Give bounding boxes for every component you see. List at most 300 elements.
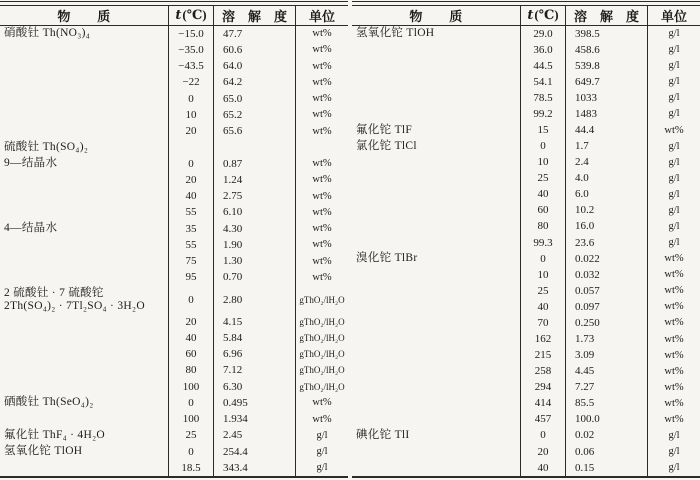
table-row	[0, 221, 348, 237]
temperature-unit-label: (℃)	[534, 7, 559, 22]
temperature-cell: −35.0	[168, 42, 213, 58]
unit-cell: g/l	[647, 186, 700, 202]
solubility-cell: 65.0	[213, 91, 295, 107]
unit-cell: wt%	[295, 156, 348, 172]
unit-cell: g/l	[647, 42, 700, 58]
temperature-cell: 70	[520, 315, 565, 331]
substance-cell	[0, 379, 168, 395]
unit-cell: g/l	[647, 74, 700, 90]
substance-cell	[352, 122, 520, 138]
table-row	[352, 42, 700, 58]
substance-cell	[352, 235, 520, 251]
table-row	[0, 460, 348, 476]
temperature-cell: 457	[520, 411, 565, 427]
table-row	[352, 235, 700, 251]
column-header-substance: 物 质	[57, 8, 111, 24]
temperature-cell: 35	[168, 221, 213, 237]
solubility-cell: 2.75	[213, 188, 295, 204]
temperature-cell: 162	[520, 331, 565, 347]
temperature-cell: 0	[168, 444, 213, 460]
substance-cell	[0, 91, 168, 107]
substance-name: 溴化铊 TlBr	[356, 252, 418, 265]
temperature-cell: 40	[520, 299, 565, 315]
table-row	[352, 106, 700, 122]
solubility-cell: 7.27	[565, 379, 647, 395]
table-row	[352, 444, 700, 460]
unit-cell: g/l	[647, 218, 700, 234]
substance-cell	[352, 26, 520, 42]
table-row	[352, 122, 700, 138]
substance-name: 硒酸钍 Th(SeO₄)₂	[4, 396, 94, 409]
solubility-cell: 0.06	[565, 444, 647, 460]
substance-cell	[352, 58, 520, 74]
solubility-cell: 5.84	[213, 330, 295, 346]
substance-cell	[0, 330, 168, 346]
solubility-cell: 0.495	[213, 395, 295, 411]
substance-cell	[352, 186, 520, 202]
substance-cell	[352, 218, 520, 234]
temperature-cell: 36.0	[520, 42, 565, 58]
temperature-cell	[168, 139, 213, 155]
unit-cell: g/l	[647, 444, 700, 460]
substance-cell	[352, 444, 520, 460]
table-row	[0, 123, 348, 139]
unit-cell: gThO₂/lH₂O	[295, 379, 348, 395]
solubility-cell: 4.30	[213, 221, 295, 237]
solubility-cell: 65.6	[213, 123, 295, 139]
unit-cell: gThO₂/lH₂O	[295, 286, 348, 314]
temperature-symbol: t	[527, 7, 534, 23]
solubility-cell: 6.30	[213, 379, 295, 395]
solubility-cell: 64.0	[213, 58, 295, 74]
substance-cell	[0, 107, 168, 123]
table-row	[352, 202, 700, 218]
unit-cell: gThO₂/lH₂O	[295, 314, 348, 330]
temperature-unit-label: (℃)	[182, 7, 207, 22]
temperature-cell: 258	[520, 363, 565, 379]
temperature-cell: 60	[168, 346, 213, 362]
solubility-cell: 44.4	[565, 122, 647, 138]
table-row	[352, 186, 700, 202]
substance-cell	[0, 42, 168, 58]
solubility-cell: 60.6	[213, 42, 295, 58]
table-row	[0, 91, 348, 107]
table-row	[0, 156, 348, 172]
solubility-cell	[213, 139, 295, 155]
temperature-cell: 95	[168, 269, 213, 285]
substance-cell	[352, 283, 520, 299]
substance-cell	[352, 106, 520, 122]
substance-name: 氟化铊 TlF	[356, 123, 413, 136]
unit-cell: wt%	[295, 269, 348, 285]
solubility-cell: 0.032	[565, 267, 647, 283]
substance-cell	[0, 26, 168, 42]
solubility-table-right	[352, 1, 700, 478]
substance-name: 硝酸钍 Th(NO₃)₄	[4, 27, 91, 40]
table-row	[352, 154, 700, 170]
table-body-right	[352, 26, 700, 477]
table-row	[352, 251, 700, 267]
substance-cell	[0, 188, 168, 204]
table-row	[0, 188, 348, 204]
temperature-cell: 0	[168, 395, 213, 411]
temperature-cell: 10	[520, 154, 565, 170]
solubility-cell: 2.4	[565, 154, 647, 170]
solubility-cell: 1.24	[213, 172, 295, 188]
solubility-cell: 3.09	[565, 347, 647, 363]
temperature-cell: 10	[168, 107, 213, 123]
substance-cell	[352, 90, 520, 106]
solubility-cell: 85.5	[565, 395, 647, 411]
temperature-cell: 75	[168, 253, 213, 269]
unit-cell: wt%	[295, 91, 348, 107]
unit-cell: g/l	[647, 58, 700, 74]
unit-cell: wt%	[647, 267, 700, 283]
unit-cell	[295, 139, 348, 155]
unit-cell: wt%	[295, 188, 348, 204]
unit-cell: gThO₂/lH₂O	[295, 330, 348, 346]
table-row	[0, 42, 348, 58]
unit-cell: wt%	[647, 363, 700, 379]
unit-cell: g/l	[647, 154, 700, 170]
solubility-cell: 1.73	[565, 331, 647, 347]
temperature-cell: 44.5	[520, 58, 565, 74]
solubility-cell: 649.7	[565, 74, 647, 90]
substance-cell	[352, 267, 520, 283]
table-row	[0, 237, 348, 253]
table-row	[0, 427, 348, 443]
temperature-cell: 414	[520, 395, 565, 411]
substance-cell	[0, 58, 168, 74]
unit-cell: wt%	[647, 251, 700, 267]
unit-cell: g/l	[647, 138, 700, 154]
unit-cell: wt%	[295, 58, 348, 74]
solubility-cell: 4.45	[565, 363, 647, 379]
substance-cell	[0, 172, 168, 188]
table-row	[0, 107, 348, 123]
substance-cell	[0, 427, 168, 443]
substance-name: 氟化钍 ThF₄ · 4H₂O	[4, 428, 106, 441]
table-row	[352, 460, 700, 476]
table-row	[0, 74, 348, 90]
temperature-cell: 10	[520, 267, 565, 283]
solubility-cell: 458.6	[565, 42, 647, 58]
substance-cell	[352, 170, 520, 186]
unit-cell: wt%	[647, 122, 700, 138]
solubility-cell: 0.057	[565, 283, 647, 299]
substance-name: 硫酸钍 Th(SO₄)₂	[4, 140, 89, 153]
unit-cell: g/l	[295, 444, 348, 460]
unit-cell: g/l	[647, 26, 700, 42]
substance-cell	[352, 154, 520, 170]
table-row	[352, 395, 700, 411]
table-row	[0, 411, 348, 427]
temperature-cell: 25	[168, 427, 213, 443]
table-row	[352, 427, 700, 443]
temperature-cell: 0	[168, 286, 213, 314]
temperature-cell: 80	[168, 362, 213, 378]
substance-cell	[0, 156, 168, 172]
temperature-cell: 294	[520, 379, 565, 395]
temperature-cell: 55	[168, 204, 213, 220]
substance-name: 4—结晶水	[4, 222, 58, 235]
unit-cell: g/l	[647, 460, 700, 476]
solubility-cell: 0.250	[565, 315, 647, 331]
substance-cell	[0, 444, 168, 460]
temperature-cell: 20	[520, 444, 565, 460]
temperature-cell: −43.5	[168, 58, 213, 74]
solubility-cell: 1.90	[213, 237, 295, 253]
unit-cell: g/l	[647, 202, 700, 218]
substance-cell	[0, 74, 168, 90]
solubility-cell: 398.5	[565, 26, 647, 42]
table-row	[352, 331, 700, 347]
unit-cell: g/l	[295, 460, 348, 476]
column-header-unit: 单位	[647, 6, 700, 25]
table-row	[352, 347, 700, 363]
table-row	[0, 269, 348, 285]
temperature-cell: 20	[168, 314, 213, 330]
temperature-cell: 0	[520, 138, 565, 154]
solubility-cell: 10.2	[565, 202, 647, 218]
table-row	[0, 253, 348, 269]
temperature-cell: −22	[168, 74, 213, 90]
table-row	[352, 283, 700, 299]
substance-name: 9—结晶水	[4, 157, 58, 170]
unit-cell: wt%	[295, 123, 348, 139]
unit-cell: g/l	[647, 106, 700, 122]
solubility-cell: 0.15	[565, 460, 647, 476]
solubility-cell: 64.2	[213, 74, 295, 90]
solubility-cell: 100.0	[565, 411, 647, 427]
substance-cell	[352, 202, 520, 218]
unit-cell: wt%	[647, 315, 700, 331]
table-row	[352, 363, 700, 379]
temperature-cell: 0	[520, 251, 565, 267]
substance-cell	[352, 427, 520, 443]
solubility-cell: 65.2	[213, 107, 295, 123]
substance-cell	[352, 363, 520, 379]
substance-cell	[0, 123, 168, 139]
substance-cell	[0, 253, 168, 269]
substance-cell	[0, 204, 168, 220]
temperature-cell: 15	[520, 122, 565, 138]
temperature-cell: 55	[168, 237, 213, 253]
temperature-cell: 80	[520, 218, 565, 234]
solubility-cell: 1033	[565, 90, 647, 106]
solubility-cell: 254.4	[213, 444, 295, 460]
unit-cell: g/l	[647, 427, 700, 443]
solubility-cell: 0.097	[565, 299, 647, 315]
solubility-cell: 0.70	[213, 269, 295, 285]
table-row	[352, 138, 700, 154]
substance-cell	[352, 74, 520, 90]
table-row	[0, 444, 348, 460]
solubility-cell: 1.30	[213, 253, 295, 269]
substance-cell	[352, 42, 520, 58]
solubility-cell: 2.45	[213, 427, 295, 443]
substance-cell	[0, 269, 168, 285]
substance-cell	[352, 299, 520, 315]
solubility-cell: 343.4	[213, 460, 295, 476]
temperature-cell: 40	[520, 186, 565, 202]
table-row	[352, 74, 700, 90]
table-row	[352, 315, 700, 331]
solubility-cell: 0.02	[565, 427, 647, 443]
substance-name: 碘化铊 TlI	[356, 428, 410, 441]
unit-cell: wt%	[295, 172, 348, 188]
table-row	[352, 58, 700, 74]
solubility-cell: 1483	[565, 106, 647, 122]
temperature-cell: 0	[168, 156, 213, 172]
substance-name: 氯化铊 TlCl	[356, 139, 417, 152]
substance-cell	[352, 315, 520, 331]
temperature-cell: 100	[168, 411, 213, 427]
column-header-temperature	[168, 6, 213, 25]
temperature-cell: 20	[168, 172, 213, 188]
unit-cell: wt%	[295, 411, 348, 427]
solubility-table-left	[0, 1, 348, 478]
temperature-cell: 215	[520, 347, 565, 363]
temperature-symbol: t	[175, 7, 182, 23]
substance-cell	[0, 346, 168, 362]
temperature-cell: 25	[520, 170, 565, 186]
table-row	[352, 411, 700, 427]
substance-cell	[352, 331, 520, 347]
table-row	[352, 90, 700, 106]
table-row	[352, 26, 700, 42]
temperature-cell: 0	[168, 91, 213, 107]
unit-cell: wt%	[647, 331, 700, 347]
solubility-cell: 16.0	[565, 218, 647, 234]
solubility-cell: 23.6	[565, 235, 647, 251]
table-header-left	[0, 5, 348, 26]
temperature-cell: 40	[520, 460, 565, 476]
substance-cell	[0, 314, 168, 330]
solubility-cell: 0.022	[565, 251, 647, 267]
unit-cell: wt%	[647, 347, 700, 363]
substance-cell	[352, 251, 520, 267]
temperature-cell: 54.1	[520, 74, 565, 90]
solubility-cell: 4.15	[213, 314, 295, 330]
column-header-temperature	[520, 6, 565, 25]
substance-name: 氢氧化铊 TlOH	[356, 27, 435, 40]
table-row	[0, 395, 348, 411]
unit-cell: wt%	[295, 204, 348, 220]
temperature-cell: 99.3	[520, 235, 565, 251]
substance-cell	[0, 411, 168, 427]
substance-cell	[0, 286, 168, 314]
temperature-cell: 100	[168, 379, 213, 395]
table-row	[352, 267, 700, 283]
temperature-cell: 25	[520, 283, 565, 299]
substance-cell	[0, 139, 168, 155]
substance-cell	[352, 411, 520, 427]
unit-cell: wt%	[295, 221, 348, 237]
unit-cell: wt%	[295, 395, 348, 411]
table-row	[0, 314, 348, 330]
solubility-cell: 0.87	[213, 156, 295, 172]
temperature-cell: 40	[168, 188, 213, 204]
solubility-cell: 47.7	[213, 26, 295, 42]
table-row	[0, 346, 348, 362]
table-body-left	[0, 26, 348, 477]
solubility-cell: 1.934	[213, 411, 295, 427]
solubility-cell: 6.10	[213, 204, 295, 220]
unit-cell: g/l	[647, 170, 700, 186]
temperature-cell: 99.2	[520, 106, 565, 122]
unit-cell: gThO₂/lH₂O	[295, 362, 348, 378]
column-header-unit: 单位	[295, 6, 348, 25]
temperature-cell: 18.5	[168, 460, 213, 476]
table-header-right	[352, 5, 700, 26]
table-row	[0, 379, 348, 395]
substance-name: 2 硫酸钍 · 7 硫酸铊	[4, 286, 104, 299]
unit-cell: wt%	[647, 379, 700, 395]
unit-cell: wt%	[295, 74, 348, 90]
substance-cell	[0, 460, 168, 476]
solubility-cell: 6.0	[565, 186, 647, 202]
solubility-cell: 6.96	[213, 346, 295, 362]
table-row	[0, 286, 348, 314]
table-row	[352, 299, 700, 315]
substance-cell	[0, 362, 168, 378]
solubility-cell: 1.7	[565, 138, 647, 154]
temperature-cell: −15.0	[168, 26, 213, 42]
table-row	[0, 330, 348, 346]
unit-cell: wt%	[295, 42, 348, 58]
unit-cell: wt%	[647, 411, 700, 427]
unit-cell: wt%	[647, 283, 700, 299]
column-header-solubility: 溶 解 度	[213, 6, 295, 25]
table-row	[352, 379, 700, 395]
column-header-solubility: 溶 解 度	[565, 6, 647, 25]
substance-cell	[352, 379, 520, 395]
solubility-cell: 7.12	[213, 362, 295, 378]
unit-cell: wt%	[295, 253, 348, 269]
substance-cell	[0, 395, 168, 411]
table-row	[0, 26, 348, 42]
substance-cell	[352, 460, 520, 476]
substance-cell	[0, 221, 168, 237]
unit-cell: g/l	[647, 90, 700, 106]
solubility-cell: 539.8	[565, 58, 647, 74]
solubility-cell: 2.80	[213, 286, 295, 314]
unit-cell: wt%	[295, 26, 348, 42]
table-row	[0, 139, 348, 155]
temperature-cell: 40	[168, 330, 213, 346]
unit-cell: wt%	[295, 107, 348, 123]
solubility-cell: 4.0	[565, 170, 647, 186]
unit-cell: wt%	[647, 299, 700, 315]
unit-cell: gThO₂/lH₂O	[295, 346, 348, 362]
unit-cell: wt%	[647, 395, 700, 411]
unit-cell: wt%	[295, 237, 348, 253]
temperature-cell: 20	[168, 123, 213, 139]
unit-cell: g/l	[295, 427, 348, 443]
substance-cell	[352, 395, 520, 411]
table-row	[0, 58, 348, 74]
substance-cell	[352, 138, 520, 154]
temperature-cell: 60	[520, 202, 565, 218]
temperature-cell: 0	[520, 427, 565, 443]
temperature-cell: 78.5	[520, 90, 565, 106]
table-row	[0, 172, 348, 188]
substance-formula-line: 2Th(SO₄)₂ · 7Tl₂SO₄ · 3H₂O	[4, 299, 145, 312]
substance-cell	[352, 347, 520, 363]
table-row	[352, 170, 700, 186]
column-header-substance: 物 质	[409, 8, 463, 24]
